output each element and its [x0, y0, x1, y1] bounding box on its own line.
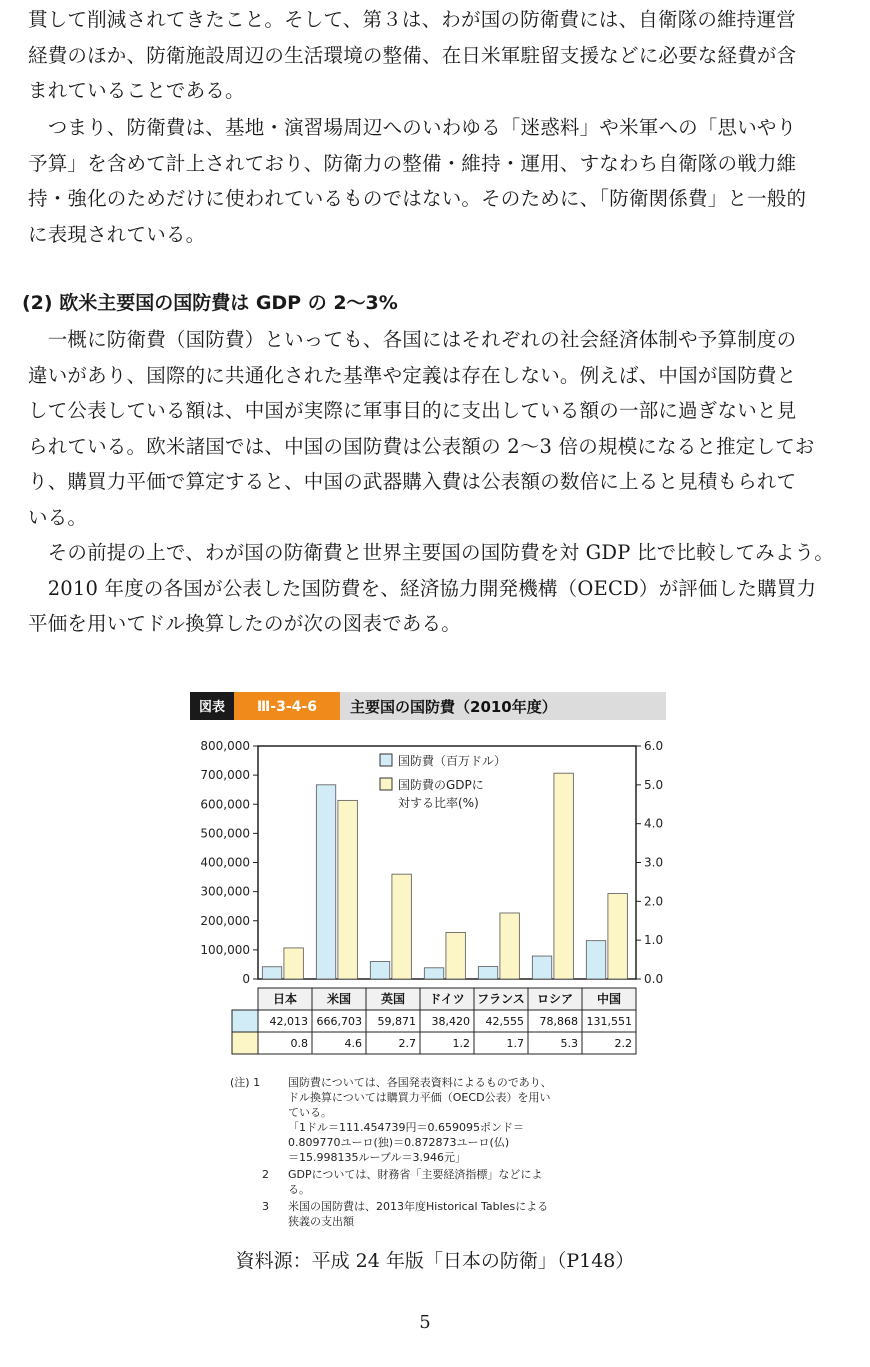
text-line: 持・強化のためだけに使われているものではない。そのために、「防衛関係費」と一般的	[28, 187, 807, 210]
note-line: ＝15.998135ルーブル＝3.946元」	[288, 1151, 466, 1164]
table-value-spending-3: 38,420	[431, 1015, 470, 1028]
bar-ratio-1	[338, 800, 357, 979]
text-line: られている。欧米諸国では、中国の国防費は公表額の 2〜3 倍の規模になると推定してお	[28, 434, 815, 458]
right-tick-label: 0.0	[644, 972, 664, 986]
left-axis-ticks	[200, 739, 258, 986]
legend-swatch-spending	[380, 754, 392, 766]
text-line: して公表している額は、中国が実際に軍事目的に支出している額の一部に過ぎないと見	[28, 399, 797, 422]
left-tick-label: 600,000	[200, 797, 250, 812]
right-axis-ticks	[636, 739, 663, 986]
left-tick-label: 700,000	[200, 768, 250, 783]
table-swatch-ratio	[232, 1032, 258, 1054]
section-heading: (2) 欧米主要国の国防費は GDP の 2〜3%	[22, 292, 398, 314]
left-tick-label: 200,000	[200, 913, 250, 928]
text-line: つまり、防衛費は、基地・演習場周辺へのいわゆる「迷惑料」や米軍への「思いやり	[28, 116, 797, 139]
left-tick-label: 100,000	[200, 942, 250, 957]
left-tick-label: 0	[242, 972, 250, 986]
bar-spending-6	[586, 941, 605, 979]
text-line: 貫して削減されてきたこと。そして、第３は、わが国の防衛費には、自衛隊の維持運営	[28, 8, 796, 31]
note-number: (注) 1	[230, 1076, 261, 1089]
figure-title: 主要国の国防費（2010年度）	[350, 698, 557, 716]
note-number: 2	[262, 1168, 269, 1181]
right-tick-label: 2.0	[644, 894, 664, 909]
right-tick-label: 6.0	[644, 739, 664, 753]
note-line: 0.809770ユーロ(独)＝0.872873ユーロ(仏)	[288, 1136, 510, 1149]
table-header-3: ドイツ	[429, 992, 465, 1006]
figure-notes	[230, 1075, 552, 1228]
table-swatch-spending	[232, 1010, 258, 1032]
text-line: 経費のほか、防衛施設周辺の生活環境の整備、在日米軍駐留支援などに必要な経費が含	[28, 43, 797, 67]
body-paragraph-1	[28, 2, 850, 109]
note-line: 国防費については、各国発表資料によるものであり、	[288, 1076, 552, 1089]
figure-number: Ⅲ-3-4-6	[257, 699, 317, 715]
right-tick-label: 4.0	[644, 816, 664, 831]
table-value-spending-5: 78,868	[539, 1015, 578, 1028]
right-tick-label: 5.0	[644, 777, 664, 792]
table-value-spending-2: 59,871	[377, 1015, 416, 1028]
left-tick-label: 300,000	[200, 884, 250, 899]
note-line: る。	[288, 1183, 310, 1196]
right-tick-label: 1.0	[644, 933, 664, 948]
note-line: 米国の国防費は、2013年度Historical Tablesによる	[288, 1200, 549, 1213]
chart-svg	[184, 688, 684, 1238]
bar-ratio-4	[500, 913, 519, 979]
text-line: いる。	[28, 505, 88, 529]
bar-spending-5	[532, 956, 551, 979]
page-number: 5	[419, 1312, 431, 1333]
text-line: まれていることである。	[28, 79, 245, 102]
table-header-4: フランス	[477, 992, 525, 1006]
left-tick-label: 400,000	[200, 855, 250, 870]
note-line: ている。	[288, 1106, 332, 1119]
note-line: ドル換算については購買力平価（OECD公表）を用い	[288, 1091, 551, 1104]
text-line: 2010 年度の各国が公表した国防費を、経済協力開発機構（OECD）が評価した購買力	[28, 576, 817, 600]
figure-label: 図表	[198, 700, 226, 715]
table-header-6: 中国	[596, 992, 622, 1006]
note-line: 「1ドル＝111.454739円＝0.659095ポンド＝	[288, 1121, 524, 1134]
left-tick-label: 500,000	[200, 826, 250, 841]
table-value-spending-6: 131,551	[586, 1015, 632, 1028]
table-header-1: 米国	[326, 992, 352, 1006]
table-value-ratio-0: 0.8	[290, 1037, 308, 1050]
text-line: 平価を用いてドル換算したのが次の図表である。	[28, 612, 462, 635]
text-line: 予算」を含めて計上されており、防衛力の整備・維持・運用、すなわち自衛隊の戦力維	[28, 151, 797, 175]
table-value-spending-0: 42,013	[269, 1015, 308, 1028]
figure-caption: 資料源：平成 24 年版「日本の防衛」（P148）	[235, 1250, 635, 1272]
table-value-spending-4: 42,555	[485, 1015, 524, 1028]
data-table	[232, 988, 636, 1054]
legend-label-ratio-cont: 対する比率(%)	[398, 796, 479, 810]
bar-spending-0	[262, 967, 281, 979]
table-header-0: 日本	[272, 992, 298, 1006]
left-tick-label: 800,000	[200, 739, 250, 753]
bar-spending-2	[370, 962, 389, 979]
table-value-ratio-3: 1.2	[452, 1037, 470, 1050]
bar-ratio-6	[608, 894, 627, 979]
bar-spending-3	[424, 968, 443, 979]
body-paragraph-3	[28, 322, 850, 642]
note-line: GDPについては、財務省「主要経済指標」などによ	[288, 1168, 543, 1181]
table-value-ratio-4: 1.7	[506, 1037, 524, 1050]
bar-ratio-2	[392, 874, 411, 979]
table-value-ratio-2: 2.7	[398, 1037, 416, 1050]
table-value-ratio-5: 5.3	[560, 1037, 578, 1050]
table-header-5: ロシア	[536, 992, 574, 1006]
bar-ratio-5	[554, 773, 573, 979]
text-line: その前提の上で、わが国の防衛費と世界主要国の国防費を対 GDP 比で比較してみよう。	[28, 541, 834, 564]
legend-swatch-ratio	[380, 778, 392, 790]
legend-label-spending: 国防費（百万ドル）	[398, 754, 507, 768]
table-value-ratio-1: 4.6	[344, 1037, 362, 1050]
text-line: 違いがあり、国際的に共通化された基準や定義は存在しない。例えば、中国が国防費と	[28, 363, 797, 387]
legend-label-ratio: 国防費のGDPに	[398, 778, 484, 792]
bar-spending-4	[478, 967, 497, 979]
table-header-2: 英国	[380, 992, 406, 1006]
note-line: 狭義の支出額	[288, 1215, 354, 1228]
body-paragraph-2	[28, 110, 850, 252]
table-value-spending-1: 666,703	[316, 1015, 362, 1028]
text-line: 一概に防衛費（国防費）といっても、各国にはそれぞれの社会経済体制や予算制度の	[28, 328, 797, 351]
text-line: り、購買力平価で算定すると、中国の武器購入費は公表額の数倍に上ると見積もられて	[28, 470, 797, 493]
defense-spending-figure	[184, 688, 684, 1238]
note-number: 3	[262, 1200, 269, 1213]
bar-spending-1	[316, 785, 335, 979]
table-value-ratio-6: 2.2	[614, 1037, 632, 1050]
right-tick-label: 3.0	[644, 855, 664, 870]
text-line: に表現されている。	[28, 222, 206, 246]
bar-ratio-3	[446, 932, 465, 979]
bar-ratio-0	[284, 948, 303, 979]
